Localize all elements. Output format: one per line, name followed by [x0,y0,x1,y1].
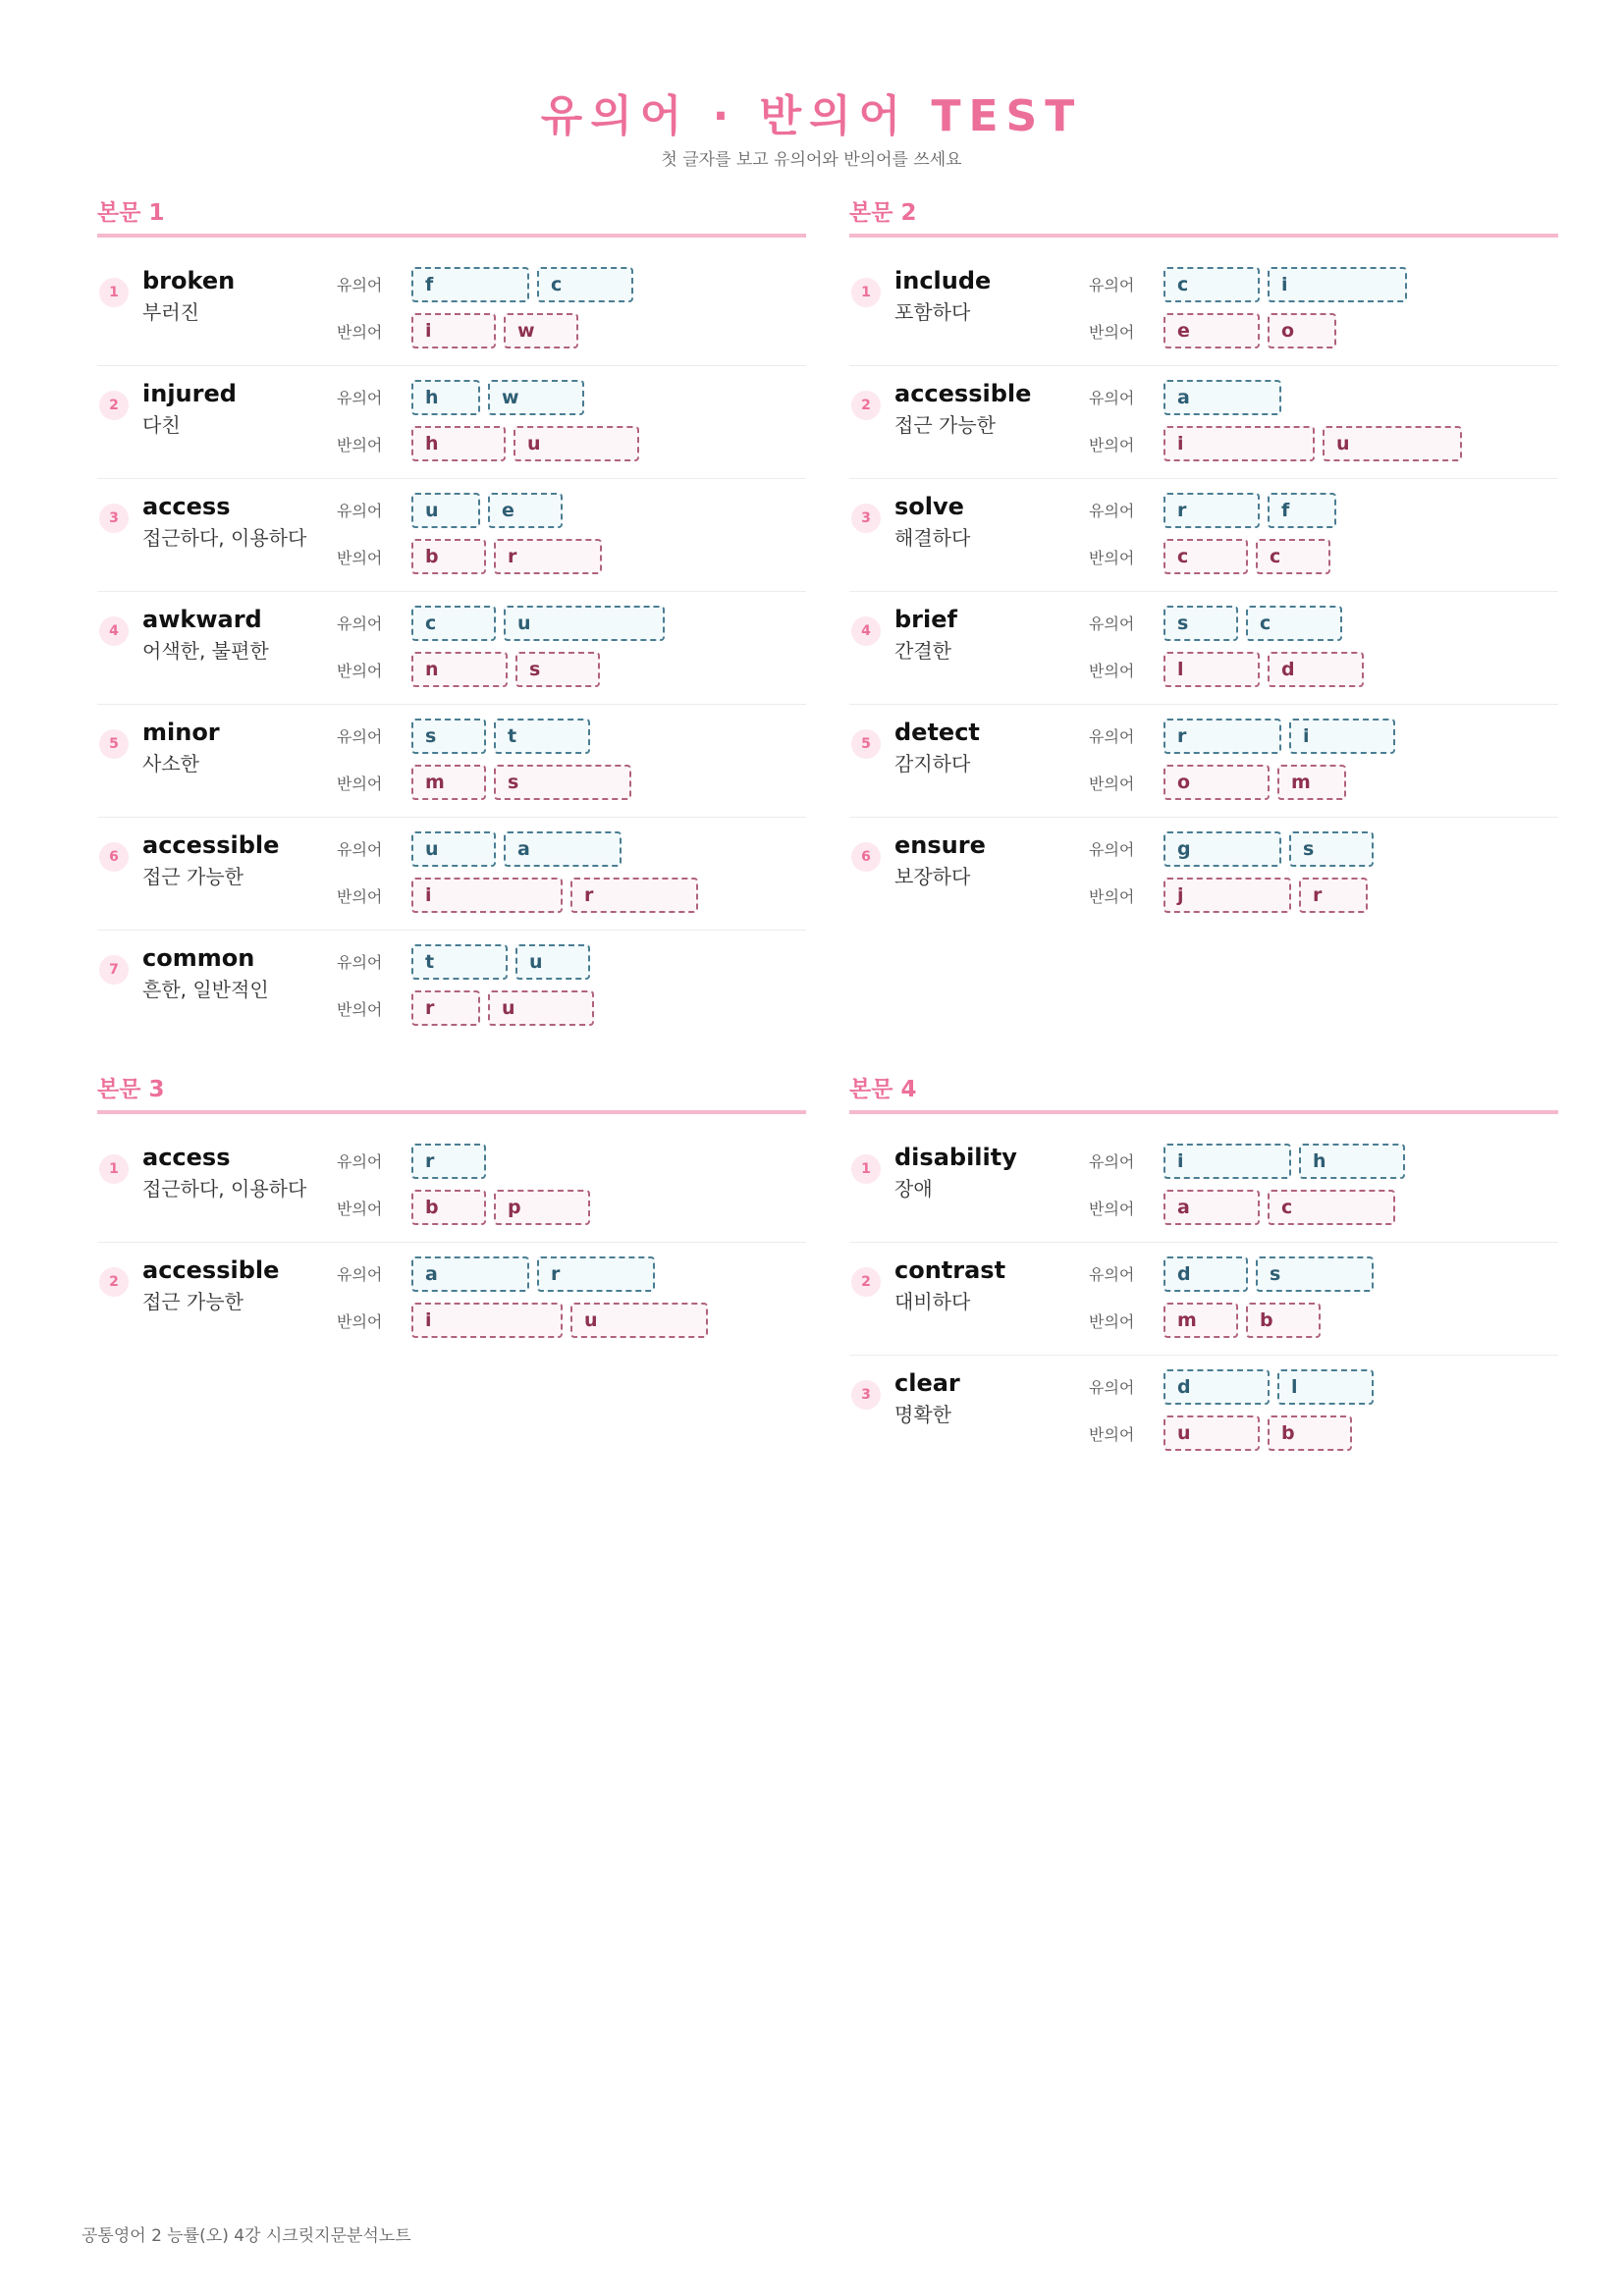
synonym-answer-box[interactable]: r [1163,493,1260,528]
list-item [97,253,806,366]
antonym-answer-box[interactable]: r [1299,878,1368,913]
section-title: 본문 3 [97,1073,806,1114]
antonym-answer-box[interactable]: c [1163,539,1248,574]
item-number-badge: 6 [851,842,881,872]
synonym-label: 유의어 [337,276,383,294]
synonym-answer-boxes [411,719,598,754]
synonym-answer-boxes [1163,380,1289,415]
antonym-answer-box[interactable]: s [494,765,631,800]
synonym-answer-box[interactable]: s [411,719,486,754]
vocab-meaning: 포함하다 [894,300,971,324]
synonym-answer-box[interactable]: g [1163,831,1281,867]
vocab-meaning: 보장하다 [894,865,971,888]
synonym-label: 유의어 [337,1265,383,1284]
synonym-answer-box[interactable]: f [411,267,529,302]
synonym-answer-boxes [1163,267,1415,302]
synonym-answer-box[interactable]: i [1163,1144,1291,1179]
vocab-word: disability [894,1144,1017,1171]
vocab-meaning: 흔한, 일반적인 [142,978,269,1001]
antonym-answer-box[interactable]: p [494,1190,590,1225]
vocab-word: access [142,493,231,520]
item-number-badge: 7 [99,955,129,985]
synonym-answer-boxes [1163,1369,1381,1405]
vocab-word: ensure [894,831,986,859]
antonym-answer-box[interactable]: o [1163,765,1270,800]
vocab-word: brief [894,606,957,633]
synonym-answer-boxes [1163,606,1350,641]
antonym-answer-boxes [1163,1190,1403,1225]
antonym-answer-boxes [1163,539,1338,574]
list-item [849,1243,1558,1356]
synonym-answer-boxes [1163,1256,1381,1292]
antonym-answer-box[interactable]: u [514,426,639,461]
synonym-answer-boxes [1163,831,1381,867]
synonym-answer-box[interactable]: c [411,606,496,641]
antonym-answer-boxes [1163,878,1376,913]
antonym-answer-box[interactable]: u [1163,1415,1260,1451]
vocab-meaning: 장애 [894,1177,933,1201]
vocab-word: broken [142,267,236,294]
vocab-meaning: 접근 가능한 [142,1290,243,1313]
antonym-label: 반의어 [337,436,383,454]
antonym-answer-box[interactable]: b [1246,1303,1321,1338]
synonym-answer-box[interactable]: e [488,493,563,528]
antonym-label: 반의어 [337,1200,383,1218]
antonym-answer-box[interactable]: l [1163,652,1260,687]
item-number-badge: 4 [851,616,881,646]
synonym-label: 유의어 [337,502,383,520]
antonym-answer-box[interactable]: i [411,1303,563,1338]
synonym-answer-box[interactable]: a [411,1256,529,1292]
antonym-answer-box[interactable]: c [1268,1190,1395,1225]
item-number-badge: 2 [99,391,129,420]
synonym-answer-box[interactable]: l [1277,1369,1374,1405]
synonym-answer-boxes [411,606,673,641]
antonym-label: 반의어 [1089,1200,1135,1218]
synonym-answer-boxes [411,380,592,415]
list-item [849,818,1558,930]
antonym-answer-box[interactable]: r [570,878,698,913]
page-subtitle: 첫 글자를 보고 유의어와 반의어를 쓰세요 [661,150,962,170]
vocab-word: clear [894,1369,960,1397]
list-item [849,1130,1558,1243]
antonym-answer-box[interactable]: u [570,1303,708,1338]
synonym-answer-box[interactable]: r [1163,719,1281,754]
section-2 [849,196,1558,930]
synonym-answer-box[interactable]: i [1268,267,1407,302]
list-item [97,818,806,931]
vocab-word: common [142,944,255,972]
synonym-answer-box[interactable]: t [494,719,590,754]
antonym-label: 반의어 [337,1000,383,1019]
antonym-answer-box[interactable]: b [1268,1415,1352,1451]
antonym-answer-box[interactable]: b [411,1190,486,1225]
list-item [849,705,1558,818]
antonym-answer-box[interactable]: a [1163,1190,1260,1225]
page-title: 유의어 · 반의어 TEST [540,91,1083,141]
antonym-label: 반의어 [1089,436,1135,454]
vocab-meaning: 접근하다, 이용하다 [142,1177,307,1201]
antonym-label: 반의어 [1089,549,1135,567]
antonym-answer-box[interactable]: u [488,990,594,1026]
antonym-label: 반의어 [1089,1425,1135,1444]
item-number-badge: 5 [851,729,881,759]
vocab-meaning: 대비하다 [894,1290,971,1313]
synonym-answer-boxes [1163,719,1403,754]
vocab-word: include [894,267,992,294]
item-number-badge: 1 [851,278,881,307]
antonym-label: 반의어 [337,887,383,906]
antonym-answer-box[interactable]: o [1268,313,1336,348]
antonym-label: 반의어 [337,549,383,567]
vocab-word: accessible [894,380,1032,407]
vocab-word: detect [894,719,980,746]
synonym-answer-boxes [411,1144,494,1179]
section-title: 본문 1 [97,196,806,238]
list-item [97,592,806,705]
vocab-word: injured [142,380,237,407]
list-item [849,479,1558,592]
antonym-answer-box[interactable]: m [411,765,486,800]
synonym-answer-boxes [1163,1144,1413,1179]
item-number-badge: 2 [851,391,881,420]
antonym-answer-box[interactable]: w [504,313,578,348]
synonym-answer-box[interactable]: r [411,1144,486,1179]
synonym-answer-box[interactable]: a [504,831,622,867]
antonym-answer-boxes [411,1303,716,1338]
item-number-badge: 3 [851,504,881,533]
antonym-label: 반의어 [337,1312,383,1331]
vocab-word: contrast [894,1256,1006,1284]
antonym-answer-box[interactable]: u [1323,426,1462,461]
vocab-meaning: 접근하다, 이용하다 [142,526,307,550]
antonym-answer-boxes [411,652,608,687]
synonym-label: 유의어 [1089,502,1135,520]
antonym-answer-box[interactable]: m [1163,1303,1238,1338]
antonym-answer-boxes [411,878,706,913]
list-item [97,479,806,592]
antonym-answer-boxes [411,539,610,574]
synonym-answer-box[interactable]: s [1163,606,1238,641]
synonym-answer-boxes [411,1256,663,1292]
item-number-badge: 6 [99,842,129,872]
antonym-answer-boxes [411,990,602,1026]
antonym-answer-box[interactable]: e [1163,313,1260,348]
vocab-meaning: 접근 가능한 [894,413,996,437]
synonym-label: 유의어 [1089,840,1135,859]
item-number-badge: 1 [99,278,129,307]
antonym-answer-box[interactable]: i [1163,426,1315,461]
antonym-answer-box[interactable]: r [494,539,602,574]
item-number-badge: 4 [99,616,129,646]
synonym-answer-box[interactable]: w [488,380,584,415]
synonym-label: 유의어 [337,614,383,633]
antonym-answer-box[interactable]: i [411,878,563,913]
antonym-answer-box[interactable]: m [1277,765,1346,800]
synonym-answer-box[interactable]: a [1163,380,1281,415]
synonym-label: 유의어 [1089,1265,1135,1284]
item-number-badge: 3 [851,1380,881,1410]
vocab-word: solve [894,493,964,520]
synonym-answer-box[interactable]: s [1289,831,1374,867]
synonym-answer-box[interactable]: c [1163,267,1260,302]
antonym-answer-boxes [1163,1303,1328,1338]
antonym-answer-boxes [411,313,586,348]
list-item [849,592,1558,705]
vocab-meaning: 어색한, 불편한 [142,639,269,663]
vocab-meaning: 감지하다 [894,752,971,775]
antonym-label: 반의어 [1089,774,1135,793]
antonym-answer-box[interactable]: s [515,652,600,687]
vocab-meaning: 사소한 [142,752,199,775]
section-4 [849,1073,1558,1468]
antonym-label: 반의어 [337,774,383,793]
synonym-label: 유의어 [1089,1378,1135,1397]
antonym-answer-box[interactable]: c [1256,539,1330,574]
antonym-answer-box[interactable]: b [411,539,486,574]
antonym-answer-boxes [1163,1415,1360,1451]
antonym-label: 반의어 [1089,662,1135,680]
item-number-badge: 3 [99,504,129,533]
vocab-meaning: 명확한 [894,1403,951,1426]
antonym-answer-boxes [411,765,639,800]
item-list [97,253,806,1042]
synonym-answer-box[interactable]: h [411,380,480,415]
antonym-answer-boxes [411,426,647,461]
synonym-answer-box[interactable]: u [411,493,480,528]
synonym-answer-box[interactable]: u [411,831,496,867]
list-item [849,366,1558,479]
synonym-answer-box[interactable]: d [1163,1256,1248,1292]
vocab-word: accessible [142,831,280,859]
section-title: 본문 4 [849,1073,1558,1114]
item-number-badge: 5 [99,729,129,759]
synonym-answer-box[interactable]: i [1289,719,1395,754]
list-item [97,705,806,818]
item-number-badge: 1 [851,1154,881,1184]
synonym-answer-box[interactable]: t [411,944,508,980]
synonym-answer-boxes [1163,493,1344,528]
synonym-answer-boxes [411,944,598,980]
vocab-word: accessible [142,1256,280,1284]
item-list [97,1130,806,1355]
item-number-badge: 1 [99,1154,129,1184]
synonym-answer-box[interactable]: r [537,1256,655,1292]
list-item [849,253,1558,366]
list-item [97,1130,806,1243]
synonym-label: 유의어 [1089,389,1135,407]
antonym-answer-box[interactable]: r [411,990,480,1026]
antonym-answer-boxes [1163,426,1470,461]
synonym-label: 유의어 [1089,1152,1135,1171]
vocab-meaning: 부러진 [142,300,199,324]
synonym-label: 유의어 [1089,727,1135,746]
synonym-answer-boxes [411,493,570,528]
synonym-label: 유의어 [337,389,383,407]
vocab-meaning: 간결한 [894,639,951,663]
item-number-badge: 2 [99,1267,129,1297]
section-title: 본문 2 [849,196,1558,238]
synonym-answer-box[interactable]: h [1299,1144,1405,1179]
synonym-label: 유의어 [337,727,383,746]
vocab-word: access [142,1144,231,1171]
synonym-answer-box[interactable]: s [1256,1256,1374,1292]
list-item [97,931,806,1042]
antonym-answer-boxes [1163,313,1344,348]
list-item [97,366,806,479]
synonym-label: 유의어 [1089,276,1135,294]
synonym-answer-boxes [411,831,629,867]
antonym-answer-boxes [1163,652,1372,687]
vocab-word: minor [142,719,220,746]
synonym-answer-box[interactable]: d [1163,1369,1270,1405]
synonym-label: 유의어 [337,953,383,972]
synonym-label: 유의어 [337,840,383,859]
item-list [849,1130,1558,1468]
item-number-badge: 2 [851,1267,881,1297]
synonym-answer-box[interactable]: f [1268,493,1336,528]
antonym-answer-box[interactable]: n [411,652,508,687]
antonym-answer-boxes [1163,765,1354,800]
section-1 [97,196,806,1042]
antonym-label: 반의어 [1089,1312,1135,1331]
antonym-answer-box[interactable]: d [1268,652,1364,687]
vocab-meaning: 다친 [142,413,181,437]
antonym-answer-box[interactable]: j [1163,878,1291,913]
antonym-label: 반의어 [1089,887,1135,906]
antonym-label: 반의어 [337,662,383,680]
synonym-answer-boxes [411,267,641,302]
antonym-answer-box[interactable]: i [411,313,496,348]
synonym-answer-box[interactable]: c [1246,606,1342,641]
list-item [97,1243,806,1355]
item-list [849,253,1558,930]
section-3 [97,1073,806,1355]
antonym-label: 반의어 [1089,323,1135,342]
antonym-answer-box[interactable]: h [411,426,506,461]
vocab-meaning: 접근 가능한 [142,865,243,888]
antonym-label: 반의어 [337,323,383,342]
vocab-word: awkward [142,606,262,633]
vocab-meaning: 해결하다 [894,526,971,550]
list-item [849,1356,1558,1468]
synonym-answer-box[interactable]: c [537,267,633,302]
footer-text: 공통영어 2 능률(오) 4강 시크릿지문분석노트 [81,2226,411,2246]
synonym-label: 유의어 [1089,614,1135,633]
synonym-answer-box[interactable]: u [504,606,665,641]
synonym-label: 유의어 [337,1152,383,1171]
synonym-answer-box[interactable]: u [515,944,590,980]
antonym-answer-boxes [411,1190,598,1225]
